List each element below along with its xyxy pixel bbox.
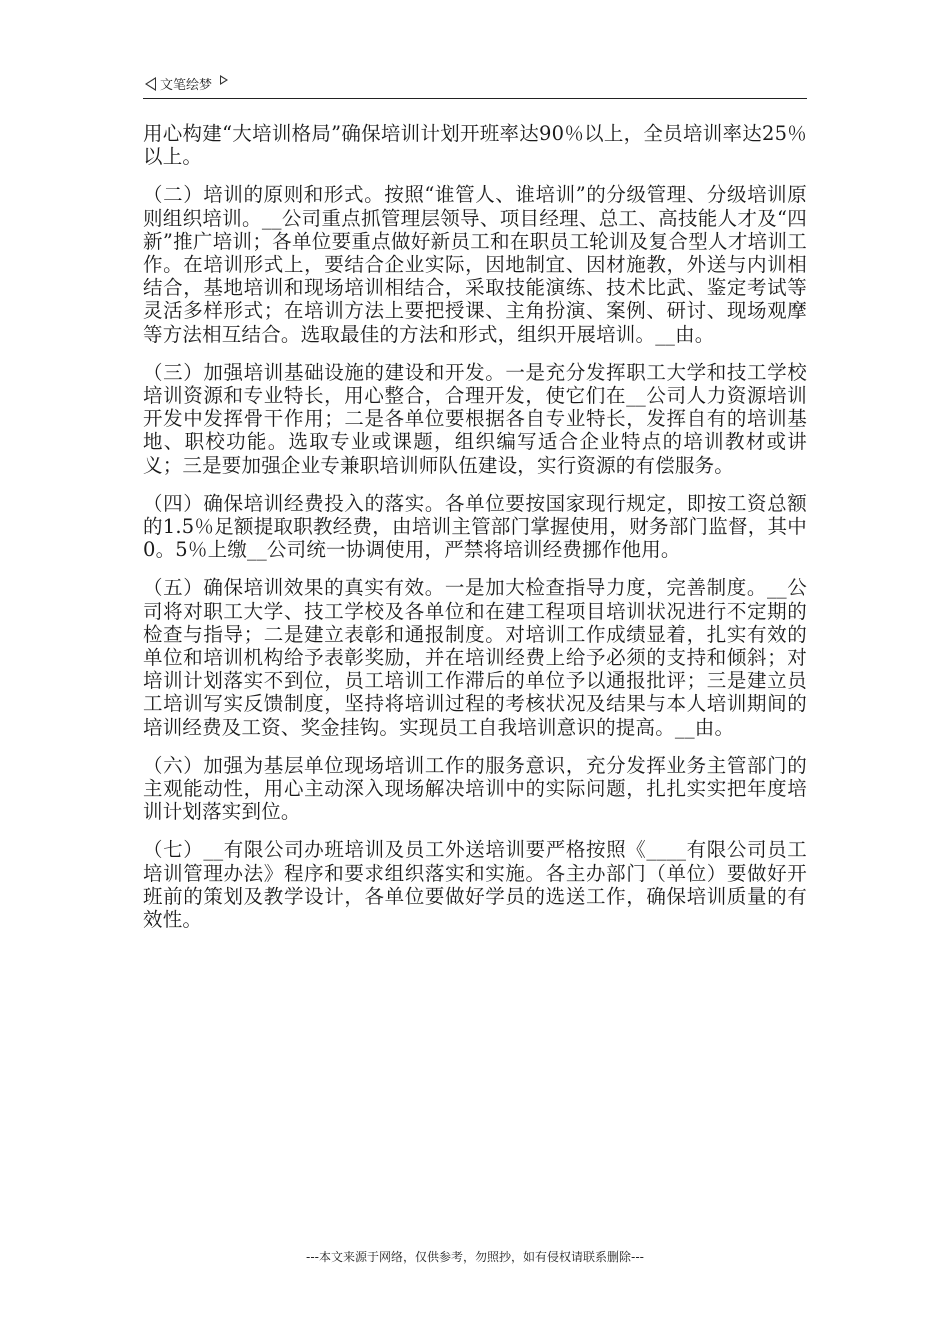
page-header [143, 72, 807, 99]
paragraph: （三）加强培训基础设施的建设和开发。一是充分发挥职工大学和技工学校培训资源和专业特长，用心整合，合理开发，使它们在__公司人力资源培训开发中发挥骨干作用；二是各单位要根据各自专业特长，发挥自有的培训基地、职校功能。选取专业或课题，组织编写适合企业特点的培训教材或讲义；三是要加强企业专兼职培训师队伍建设，实行资源的有偿服务。 [143, 360, 807, 477]
header-title-group [145, 74, 228, 93]
paragraph: （七）__有限公司办班培训及员工外送培训要严格按照《____有限公司员工培训管理办法》程序和要求组织落实和实施。各主办部门（单位）要做好开班前的策划及教学设计，各单位要做好学员的选送工作，确保培训质量的有效性。 [143, 838, 807, 932]
right-triangle-icon [220, 75, 228, 85]
paragraph: （六）加强为基层单位现场培训工作的服务意识，充分发挥业务主管部门的主观能动性，用心主动深入现场解决培训中的实际问题，扎扎实实把年度培训计划落实到位。 [143, 753, 807, 824]
paragraph: （五）确保培训效果的真实有效。一是加大检查指导力度，完善制度。__公司将对职工大学、技工学校及各单位和在建工程项目培训状况进行不定期的检查与指导；二是建立表彰和通报制度。对培训工作成绩显着，扎实有效的单位和培训机构给予表彰奖励，并在培训经费上给予必须的支持和倾斜；对培训计划落实不到位，员工培训工作滞后的单位予以通报批评；三是建立员工培训写实反馈制度，坚持将培训过程的考核状况及结果与本人培训期间的培训经费及工资、奖金挂钩。实现员工自我培训意识的提高。__由。 [143, 576, 807, 739]
paragraph: （二）培训的原则和形式。按照“谁管人、谁培训”的分级管理、分级培训原则组织培训。__公司重点抓管理层领导、项目经理、总工、高技能人才及“四新”推广培训；各单位要重点做好新员工和在职员工轮训及复合型人才培训工作。在培训形式上，要结合企业实际，因地制宜、因材施教，外送与内训相结合，基地培训和现场培训相结合，采取技能演练、技术比武、鉴定考试等灵活多样形式；在培训方法上要把授课、主角扮演、案例、研讨、现场观摩等方法相互结合。选取最佳的方法和形式，组织开展培训。__由。 [143, 183, 807, 346]
document-body [143, 122, 807, 946]
page-footer: ---本文来源于网络，仅供参考，勿照抄，如有侵权请联系删除--- [306, 1250, 644, 1264]
paragraph: （四）确保培训经费投入的落实。各单位要按国家现行规定，即按工资总额的1.5％足额提取职教经费，由培训主管部门掌握使用，财务部门监督，其中0。5％上缴__公司统一协调使用，严禁将培训经费挪作他用。 [143, 491, 807, 562]
header-title: 文笔绘梦 [160, 78, 213, 93]
paragraph: 用心构建“大培训格局”确保培训计划开班率达90％以上，全员培训率达25％以上。 [143, 122, 807, 169]
left-triangle-icon [145, 77, 156, 91]
